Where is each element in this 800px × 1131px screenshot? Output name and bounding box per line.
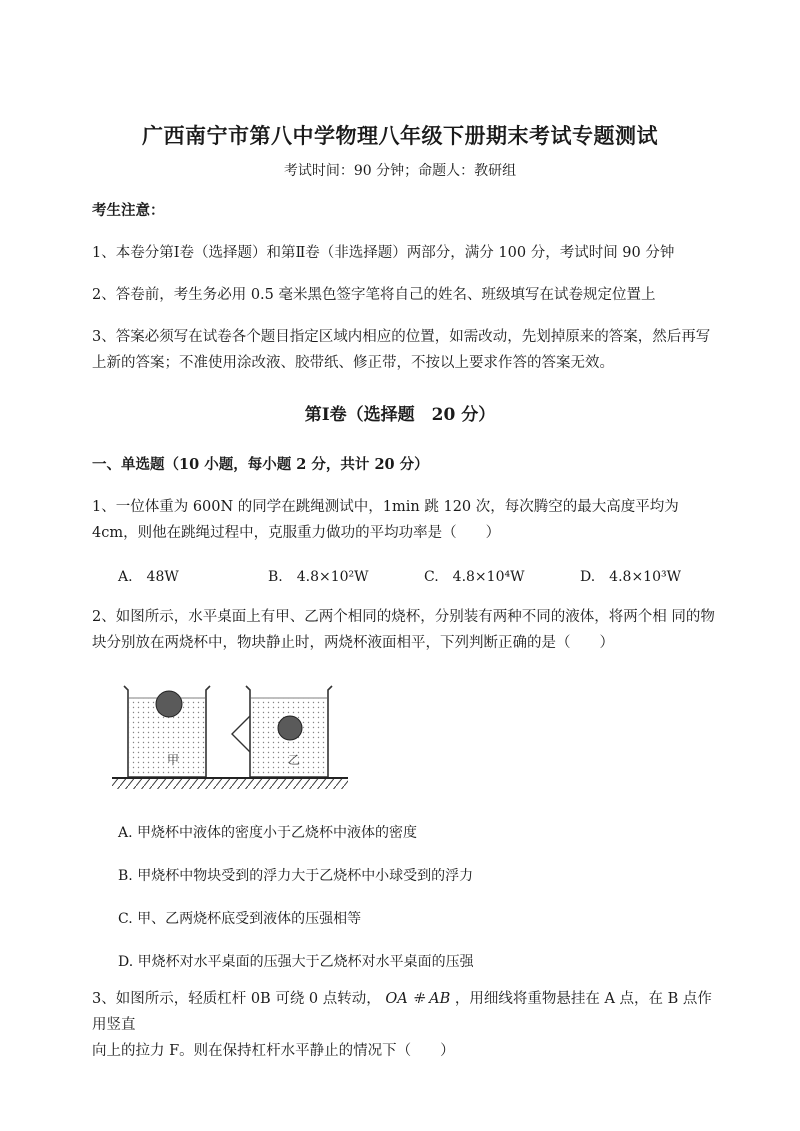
question-3-stem xyxy=(92,986,716,1064)
notice-item-2: 2、答卷前，考生务必用 0.5 毫米黑色签字笔将自己的姓名、班级填写在试卷规定位置上 xyxy=(92,287,656,303)
beaker-label-jia: 甲 xyxy=(167,753,180,767)
question-2-option-a: A. 甲烧杯中液体的密度小于乙烧杯中液体的密度 xyxy=(118,825,418,841)
question-2-option-d: D. 甲烧杯对水平桌面的压强大于乙烧杯对水平桌面的压强 xyxy=(118,954,474,970)
part-heading: 一、单选题（10 小题，每小题 2 分，共计 20 分） xyxy=(92,456,429,473)
question-1-option-a: A. 48W xyxy=(118,569,179,585)
beaker-jia xyxy=(124,686,210,777)
page-title: 广西南宁市第八中学物理八年级下册期末考试专题测试 xyxy=(142,123,658,148)
question-2-option-b: B. 甲烧杯中物块受到的浮力大于乙烧杯中小球受到的浮力 xyxy=(118,868,474,884)
question-3-formula: OA ⁜ AB xyxy=(385,991,451,1007)
block-in-jia xyxy=(156,691,182,717)
question-3-stem-suffix: ，用细线将重物悬挂在 A 点，在 B 点作用竖直 xyxy=(92,991,712,1033)
question-3-stem-line2: 向上的拉力 F。则在保持杠杆水平静止的情况下（ ） xyxy=(92,1043,455,1059)
question-2-stem: 2、如图所示，水平桌面上有甲、乙两个相同的烧杯，分别装有两种不同的液体，将两个相 同的物块分别放在两烧杯中，物块静止时，两烧杯液面相平，下列判断正确的是（ ） xyxy=(92,609,715,651)
beakers-figure xyxy=(112,676,348,796)
table-hatching xyxy=(112,779,348,789)
question-2-option-c: C. 甲、乙两烧杯底受到液体的压强相等 xyxy=(118,911,362,927)
question-3-stem-prefix: 3、如图所示，轻质杠杆 0B 可绕 0 点转动， xyxy=(92,991,381,1007)
question-1-stem: 1、一位体重为 600N 的同学在跳绳测试中，1min 跳 120 次，每次腾空的最大高度平均为 4cm，则他在跳绳过程中，克服重力做功的平均功率是（ ） xyxy=(92,499,679,541)
notice-item-1: 1、本卷分第Ⅰ卷（选择题）和第Ⅱ卷（非选择题）两部分，满分 100 分，考试时间 90 分钟 xyxy=(92,245,675,261)
beaker-yi xyxy=(232,686,332,777)
question-1-option-d: D. 4.8×10³W xyxy=(580,569,681,585)
section-title: 第Ⅰ卷（选择题 20 分） xyxy=(304,405,496,425)
block-in-yi xyxy=(278,716,302,740)
question-1-option-b: B. 4.8×10²W xyxy=(268,569,369,585)
notice-heading: 考生注意： xyxy=(92,202,165,219)
beaker-label-yi: 乙 xyxy=(288,753,301,767)
notice-item-3: 3、答案必须写在试卷各个题目指定区域内相应的位置，如需改动，先划掉原来的答案，然后再写上新的答案；不准使用涂改液、胶带纸、修正带，不按以上要求作答的答案无效。 xyxy=(92,329,711,371)
exam-info: 考试时间：90 分钟；命题人：教研组 xyxy=(283,163,517,179)
question-1-option-c: C. 4.8×10⁴W xyxy=(424,569,525,585)
